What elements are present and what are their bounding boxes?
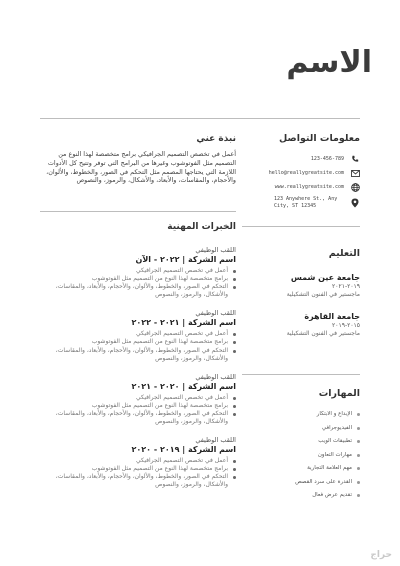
contact-section <box>242 133 360 209</box>
about-section <box>40 134 236 185</box>
contact-title: معلومات التواصل <box>279 133 360 144</box>
job-entry <box>40 436 236 489</box>
job-title: اللقب الوظيفي <box>195 246 236 254</box>
education-degree: ماجستير في الفنون التشكيلية <box>286 291 360 298</box>
education-section <box>242 248 360 337</box>
email-text[interactable]: hello@reallygreatsite.com <box>268 169 344 176</box>
resume-name: الاسم <box>286 45 372 80</box>
job-company: اسم الشركة | ٢٠٢٠ - ٢٠٢١ <box>131 381 236 391</box>
skill-item: تطبيقات الويب <box>242 438 360 444</box>
job-company: اسم الشركة | ٢٠٢٢ - الآن <box>135 255 236 264</box>
job-bullet: أعمل في تخصص التصميم الجرافيكي <box>40 330 236 338</box>
job-bullet: أعمل في تخصص التصميم الجرافيكي <box>40 457 236 465</box>
job-bullet: برامج متخصصة لهذا النوع من التصميم مثل الفوتوشوب <box>40 338 236 346</box>
contact-website <box>242 182 360 192</box>
contact-email <box>242 168 360 178</box>
skill-item: مهارات التعاون <box>242 452 360 458</box>
location-icon <box>350 198 360 208</box>
education-date: ٢٠١٥-٢٠١٩ <box>332 322 360 329</box>
contact-address <box>242 196 360 209</box>
education-divider <box>242 374 360 375</box>
education-item <box>242 273 360 298</box>
skills-list <box>242 411 360 498</box>
job-entry <box>40 309 236 362</box>
about-divider <box>40 211 236 212</box>
job-company: اسم الشركة | ٢٠٢١ - ٢٠٢٢ <box>131 318 236 328</box>
experience-title: الخبرات المهنية <box>167 222 236 232</box>
contact-phone <box>242 154 360 164</box>
education-date: ٢٠١٩-٢٠٢١ <box>332 283 360 290</box>
website-text[interactable]: www.reallygreatsite.com <box>274 183 344 190</box>
skills-title: المهارات <box>318 388 360 399</box>
job-title: اللقب الوظيفي <box>195 372 236 381</box>
job-bullets <box>40 394 236 426</box>
experience-section <box>40 222 236 500</box>
education-title: التعليم <box>328 248 360 259</box>
job-title: اللقب الوظيفي <box>195 309 236 318</box>
skill-item: الإبداع و الابتكار <box>242 411 360 417</box>
about-title: نبذة عني <box>196 134 236 144</box>
top-divider <box>40 118 360 119</box>
education-school: جامعة القاهرة <box>304 312 360 321</box>
job-bullet: التحكم في الصور، والخطوط، والألوان، والأحجام، والأبعاد، والمقاسات، والأشكال، والرموز، والنصوص <box>40 283 236 299</box>
phone-text: 123-456-789 <box>310 155 344 162</box>
job-bullets <box>40 330 236 362</box>
globe-icon <box>350 182 360 192</box>
job-bullet: برامج متخصصة لهذا النوع من التصميم مثل الفوتوشوب <box>40 275 236 283</box>
skill-item: الفيديوجرافي <box>242 425 360 431</box>
job-bullet: التحكم في الصور، والخطوط، والألوان، والأحجام، والأبعاد، والمقاسات، والأشكال، والرموز، والنصوص <box>40 347 236 363</box>
address-text: 123 Anywhere St., Any City, ST 12345 <box>274 196 338 209</box>
about-text: أعمل في تخصص التصميم الجرافيكي برامج متخصصة لهذا النوع من التصميم مثل الفوتوشوب وغيرها من البرامج التي توفر وتتيح كل الأدوات اللازمة التي يحتاجها المصمم مثل التحكم في الصور، والخطوط، والألوان، والأحجام، والمقاسات، والأبعاد، والأشكال، والرموز، والنصوص <box>46 150 236 185</box>
job-bullets <box>40 457 236 489</box>
skills-section <box>242 388 360 506</box>
education-school: جامعة عين شمس <box>290 273 360 282</box>
job-bullet: التحكم في الصور، والخطوط، والألوان، والأحجام، والأبعاد، والمقاسات، والأشكال، والرموز، والنصوص <box>40 410 236 426</box>
job-bullet: برامج متخصصة لهذا النوع من التصميم مثل الفوتوشوب <box>40 402 236 410</box>
education-degree: ماجستير في الفنون التشكيلية <box>286 330 360 337</box>
job-bullets <box>40 267 236 299</box>
contact-divider <box>242 226 360 227</box>
job-entry <box>40 373 236 426</box>
job-bullet: أعمل في تخصص التصميم الجرافيكي <box>40 267 236 275</box>
skill-item: تقديم عرض فعال <box>242 492 360 498</box>
email-icon <box>350 168 360 178</box>
watermark-logo: حراج <box>370 550 392 560</box>
job-bullet: التحكم في الصور، والخطوط، والألوان، والأحجام، والأبعاد، والمقاسات، والأشكال، والرموز، والنصوص <box>40 473 236 489</box>
education-item <box>242 312 360 337</box>
job-bullet: برامج متخصصة لهذا النوع من التصميم مثل الفوتوشوب <box>40 465 236 473</box>
phone-icon <box>350 154 360 164</box>
job-entry <box>40 246 236 299</box>
skill-item: مهم العلامة التجارية <box>242 465 360 471</box>
job-company: اسم الشركة | ٢٠١٩ - ٢٠٢٠ <box>131 445 236 455</box>
skill-item: القدرة على سرد القصص <box>242 479 360 485</box>
job-bullet: أعمل في تخصص التصميم الجرافيكي <box>40 394 236 402</box>
job-title: اللقب الوظيفي <box>195 436 236 445</box>
